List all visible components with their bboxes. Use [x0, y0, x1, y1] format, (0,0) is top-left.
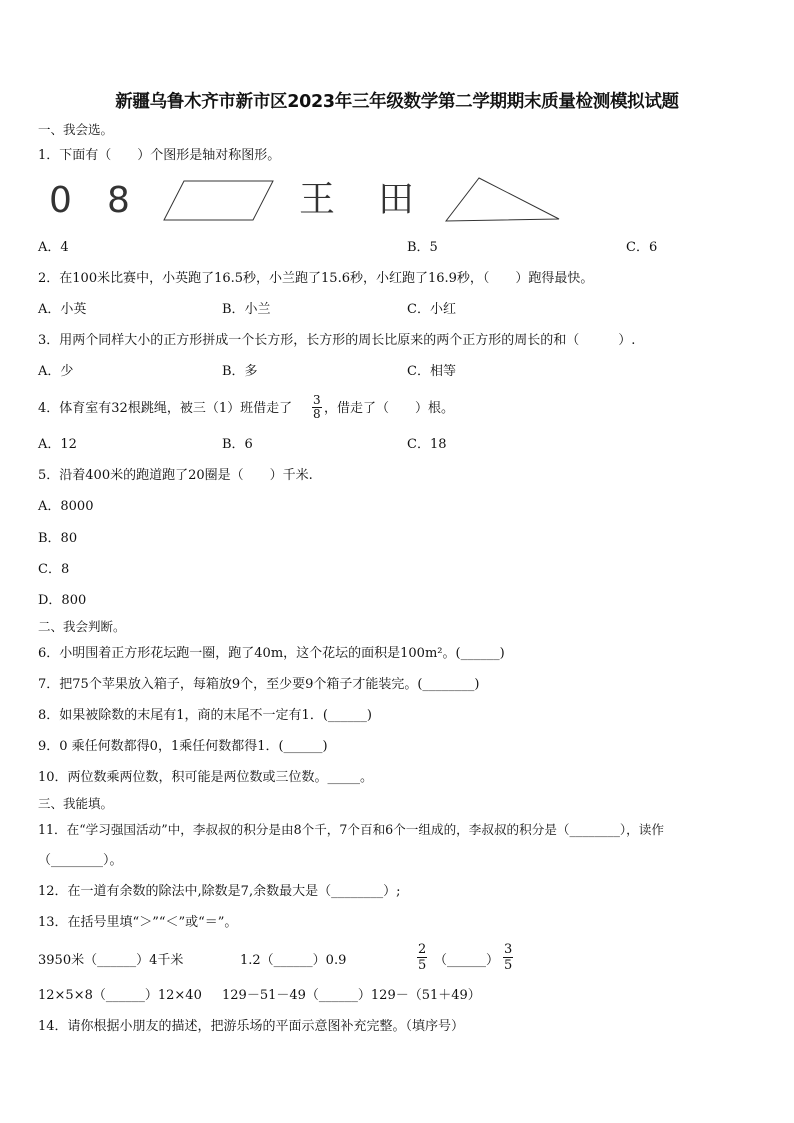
q13-fraction-right-numerator: 3: [504, 942, 513, 957]
q2-option-c[interactable]: C．小红: [407, 302, 456, 317]
q13-fraction-left: [417, 942, 427, 973]
q13-compare-4: 12×5×8（______）12×40: [38, 988, 202, 1003]
q13-fraction-left-numerator: 2: [418, 942, 427, 957]
q1-option-c[interactable]: C．6: [626, 240, 658, 255]
triangle-shape: [445, 177, 561, 223]
q13-compare-1: 3950米（______）4千米: [38, 953, 184, 968]
question-9: 9．0 乘任何数都得0，1乘任何数都得1．(______): [38, 739, 328, 754]
question-7: 7．把75个苹果放入箱子，每箱放9个，至少要9个箱子才能装完。(________): [38, 677, 480, 692]
q1-option-b[interactable]: B．5: [407, 240, 438, 255]
q13-fraction-right: [503, 942, 513, 973]
question-13: 13．在括号里填“＞”“＜”或“＝”。: [38, 915, 238, 930]
question-14: 14．请你根据小朋友的描述，把游乐场的平面示意图补充完整。（填序号）: [38, 1019, 465, 1034]
q13-fraction-right-denominator: 5: [504, 958, 513, 973]
q1-option-a[interactable]: A．4: [38, 240, 69, 255]
q5-option-a[interactable]: A．8000: [38, 499, 94, 514]
q2-option-b[interactable]: B．小兰: [222, 302, 271, 317]
section-heading-1: 一、我会选。: [38, 122, 114, 137]
q4-fraction-numerator: 3: [313, 393, 321, 407]
question-12: 12．在一道有余数的除法中,除数是7,余数最大是（________）;: [38, 884, 401, 899]
q3-option-a[interactable]: A．少: [38, 364, 74, 379]
question-4-part-b: ，借走了（ ）根。: [324, 401, 455, 416]
q2-option-a[interactable]: A．小英: [38, 302, 87, 317]
question-11-line-1: 11．在“学习强国活动”中，李叔叔的积分是由8个千，7个百和6个一组成的，李叔叔的积分是（________），读作: [38, 822, 664, 837]
question-2: 2．在100米比赛中，小英跑了16.5秒，小兰跑了15.6秒，小红跑了16.9秒，（ ）跑得最快。: [38, 271, 594, 286]
glyph-eight: 8: [107, 180, 130, 221]
q4-option-a[interactable]: A．12: [38, 437, 77, 452]
parallelogram-shape: [163, 180, 275, 222]
page-title: 新疆乌鲁木齐市新市区2023年三年级数学第二学期期末质量检测模拟试题: [115, 92, 679, 112]
q13-fraction-left-denominator: 5: [418, 958, 427, 973]
question-11-line-2: （________）。: [38, 853, 123, 868]
q5-option-d[interactable]: D．800: [38, 593, 87, 608]
section-heading-2: 二、我会判断。: [38, 619, 126, 634]
question-4-part-a: 4．体育室有32根跳绳，被三（1）班借走了: [38, 401, 293, 416]
question-1: 1．下面有（ ）个图形是轴对称图形。: [38, 148, 281, 163]
q3-option-b[interactable]: B．多: [222, 364, 258, 379]
q4-fraction-denominator: 8: [313, 407, 321, 421]
q13-compare-3-blank: （______）: [434, 953, 500, 968]
glyph-wang: 王: [299, 179, 336, 220]
q4-fraction: [312, 394, 322, 421]
q3-option-c[interactable]: C．相等: [407, 364, 456, 379]
q4-option-b[interactable]: B．6: [222, 437, 253, 452]
question-5: 5．沿着400米的跑道跑了20圈是（ ）千米.: [38, 468, 313, 483]
question-10: 10．两位数乘两位数，积可能是两位数或三位数。_____。: [38, 770, 374, 785]
question-6: 6．小明围着正方形花坛跑一圈，跑了40m，这个花坛的面积是100m²。(______): [38, 646, 505, 661]
q13-compare-5: 129－51－49（______）129－（51＋49）: [222, 988, 481, 1003]
q5-option-b[interactable]: B．80: [38, 531, 78, 546]
glyph-zero: 0: [49, 180, 72, 221]
question-8: 8．如果被除数的末尾有1，商的末尾不一定有1．(______): [38, 708, 372, 723]
question-3: 3．用两个同样大小的正方形拼成一个长方形，长方形的周长比原来的两个正方形的周长的和（ ）.: [38, 333, 636, 348]
q4-option-c[interactable]: C．18: [407, 437, 447, 452]
q13-compare-2: 1.2（______）0.9: [240, 953, 347, 968]
q5-option-c[interactable]: C．8: [38, 562, 70, 577]
glyph-tian: 田: [378, 179, 415, 220]
section-heading-3: 三、我能填。: [38, 796, 114, 811]
